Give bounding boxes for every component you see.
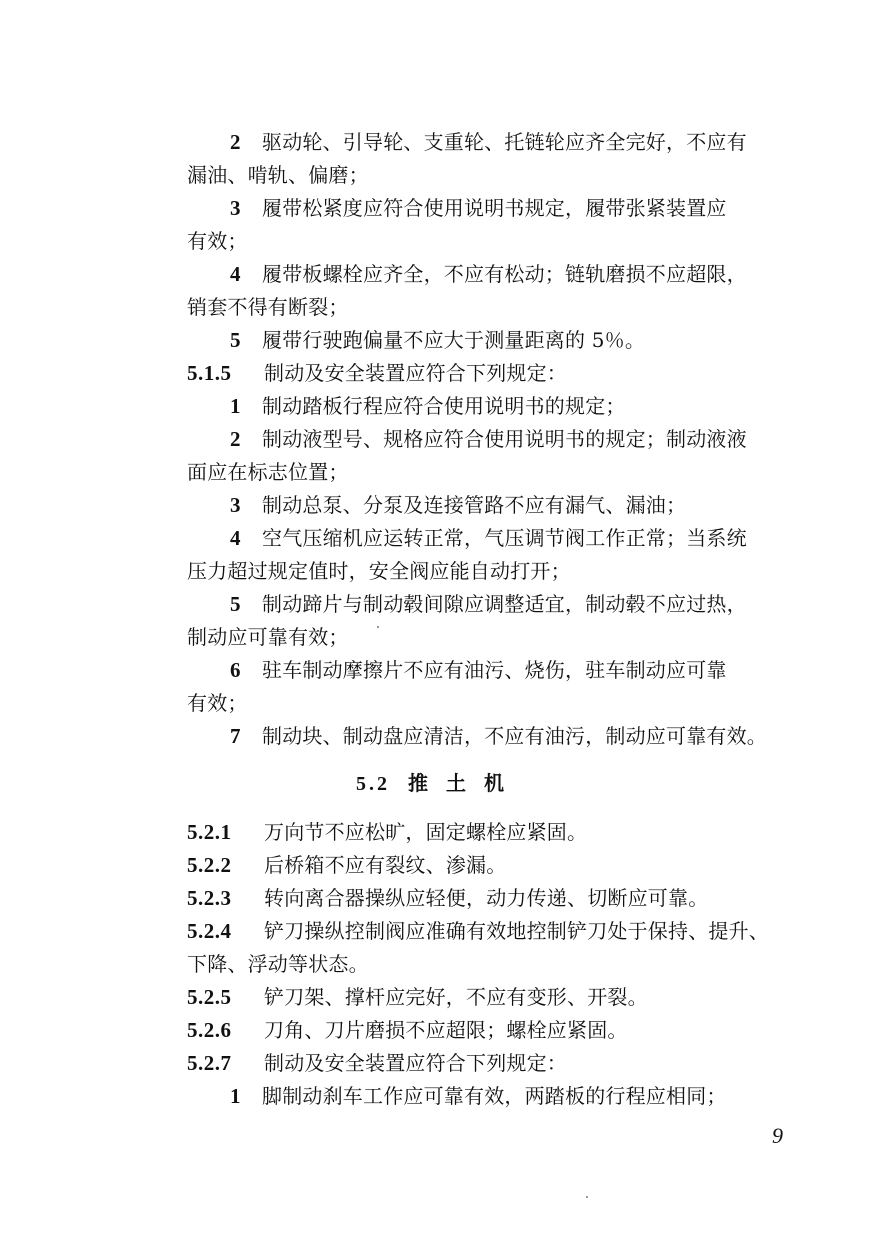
clause-text: 铲刀架、撑杆应完好，不应有变形、开裂。 xyxy=(264,985,648,1009)
clause-number: 5.2.5 xyxy=(187,985,232,1009)
scan-speck xyxy=(377,626,379,628)
clause-5-2-5 xyxy=(187,982,807,1012)
clause-text: 铲刀操纵控制阀应准确有效地控制铲刀处于保持、提升、 xyxy=(264,919,769,943)
item-number: 3 xyxy=(230,493,241,517)
clause-5-1-5 xyxy=(187,358,807,388)
clause-number: 5.2.6 xyxy=(187,1018,232,1042)
item-text: 空气压缩机应运转正常，气压调节阀工作正常；当系统 xyxy=(262,526,747,550)
clause-text-continued: 下降、浮动等状态。 xyxy=(187,952,369,976)
continuation-line xyxy=(187,226,807,256)
continuation-line xyxy=(187,622,807,652)
clause-number: 5.2.2 xyxy=(187,853,232,877)
item-number: 1 xyxy=(230,394,241,418)
item-number: 7 xyxy=(230,724,241,748)
item-text: 驻车制动摩擦片不应有油污、烧伤，驻车制动应可靠 xyxy=(262,658,727,682)
clause-text: 刀角、刀片磨损不应超限；螺栓应紧固。 xyxy=(264,1018,628,1042)
item-text-continued: 面应在标志位置； xyxy=(187,460,349,484)
scan-speck xyxy=(586,1196,588,1198)
clause-number: 5.2.1 xyxy=(187,820,232,844)
clause-number: 5.1.5 xyxy=(187,361,232,385)
continuation-line xyxy=(187,160,807,190)
clause-5-2-2 xyxy=(187,850,807,880)
item-number: 4 xyxy=(230,262,241,286)
continuation-line xyxy=(187,556,807,586)
item-text-continued: 有效； xyxy=(187,691,248,715)
clause-text: 转向离合器操纵应轻便，动力传递、切断应可靠。 xyxy=(264,886,709,910)
page-number: 9 xyxy=(772,1123,783,1148)
clause-5-2-4 xyxy=(187,916,807,946)
item-text: 制动液型号、规格应符合使用说明书的规定；制动液液 xyxy=(262,427,747,451)
continuation-line xyxy=(187,688,807,718)
item-text-continued: 漏油、啃轨、偏磨； xyxy=(187,163,369,187)
clause-number: 5.2.3 xyxy=(187,886,232,910)
item-number: 2 xyxy=(230,427,241,451)
item-text: 制动踏板行程应符合使用说明书的规定； xyxy=(262,394,626,418)
clause-5-2-6 xyxy=(187,1015,807,1045)
continuation-line xyxy=(187,457,807,487)
item-number: 6 xyxy=(230,658,241,682)
list-item-3 xyxy=(230,193,807,223)
clause-5-2-1 xyxy=(187,817,807,847)
list-item-5 xyxy=(230,325,807,355)
item-number: 1 xyxy=(230,1084,241,1108)
section-title-text: 推土机 xyxy=(408,771,522,795)
section-heading xyxy=(0,768,878,799)
clause-5-2-3 xyxy=(187,883,807,913)
item-text: 制动总泵、分泵及连接管路不应有漏气、漏油； xyxy=(262,493,687,517)
clause-number: 5.2.7 xyxy=(187,1051,232,1075)
item-number: 3 xyxy=(230,196,241,220)
list-item-3 xyxy=(230,490,807,520)
item-text-continued: 制动应可靠有效； xyxy=(187,625,349,649)
list-item-4 xyxy=(230,523,807,553)
list-item-4 xyxy=(230,259,807,289)
list-item-1 xyxy=(230,1081,807,1111)
item-text: 履带行驶跑偏量不应大于测量距离的 5％。 xyxy=(262,328,646,352)
item-number: 4 xyxy=(230,526,241,550)
continuation-line xyxy=(187,949,807,979)
item-text-continued: 有效； xyxy=(187,229,248,253)
item-text: 履带板螺栓应齐全，不应有松动；链轨磨损不应超限， xyxy=(262,262,747,286)
list-item-2 xyxy=(230,424,807,454)
item-number: 2 xyxy=(230,130,241,154)
list-item-7 xyxy=(230,721,807,751)
list-item-6 xyxy=(230,655,807,685)
item-number: 5 xyxy=(230,592,241,616)
item-text: 脚制动刹车工作应可靠有效，两踏板的行程应相同； xyxy=(262,1084,727,1108)
item-text: 驱动轮、引导轮、支重轮、托链轮应齐全完好，不应有 xyxy=(262,130,747,154)
list-item-1 xyxy=(230,391,807,421)
continuation-line xyxy=(187,292,807,322)
item-text-continued: 压力超过规定值时，安全阀应能自动打开； xyxy=(187,559,571,583)
clause-text: 后桥箱不应有裂纹、渗漏。 xyxy=(264,853,507,877)
item-number: 5 xyxy=(230,328,241,352)
clause-5-2-7 xyxy=(187,1048,807,1078)
clause-text: 万向节不应松旷，固定螺栓应紧固。 xyxy=(264,820,588,844)
item-text: 制动块、制动盘应清洁，不应有油污，制动应可靠有效。 xyxy=(262,724,767,748)
list-item-2 xyxy=(230,127,807,157)
item-text-continued: 销套不得有断裂； xyxy=(187,295,349,319)
clause-text: 制动及安全装置应符合下列规定： xyxy=(264,1051,567,1075)
clause-text: 制动及安全装置应符合下列规定： xyxy=(264,361,567,385)
section-number: 5.2 xyxy=(356,773,390,795)
item-text: 制动蹄片与制动毂间隙应调整适宜，制动毂不应过热， xyxy=(262,592,747,616)
list-item-5 xyxy=(230,589,807,619)
item-text: 履带松紧度应符合使用说明书规定，履带张紧装置应 xyxy=(262,196,727,220)
clause-number: 5.2.4 xyxy=(187,919,232,943)
